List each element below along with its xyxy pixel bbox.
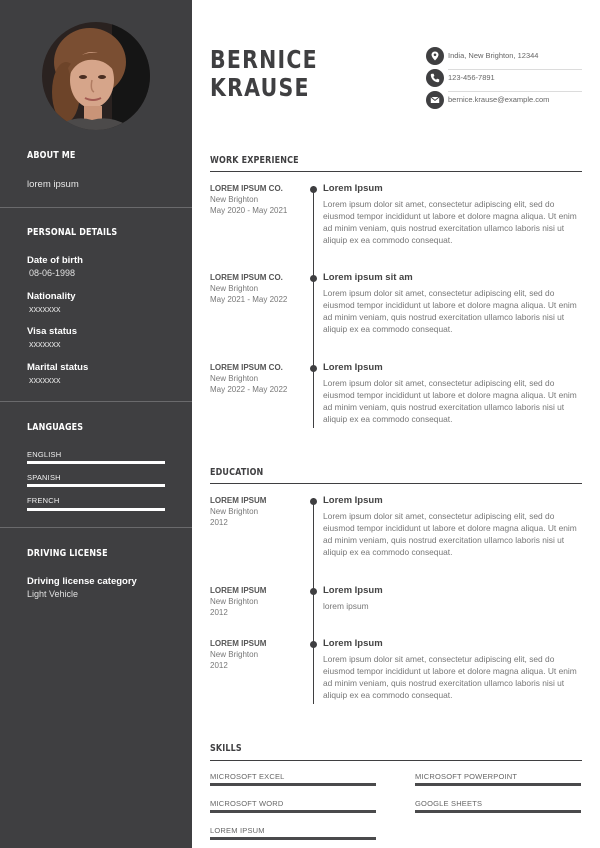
skill-name: MICROSOFT WORD <box>210 799 284 808</box>
timeline-dot <box>310 186 317 193</box>
marital-status-label: Marital status <box>27 362 89 373</box>
about-text: lorem ipsum <box>27 179 79 190</box>
language-name: SPANISH <box>27 473 61 482</box>
work-timeline-line <box>313 186 315 428</box>
school-year: 2012 <box>210 661 228 670</box>
work-location: New Brighton <box>210 374 259 383</box>
language-level-bar <box>27 461 165 464</box>
skill-level-bar <box>415 783 581 786</box>
envelope-icon <box>426 91 444 109</box>
visa-status-label: Visa status <box>27 326 77 337</box>
section-rule <box>210 760 582 761</box>
marital-status-value: xxxxxxx <box>29 375 61 385</box>
contact-email <box>426 91 582 111</box>
location-pin-icon <box>426 47 444 65</box>
education-heading: EDUCATION <box>210 467 264 478</box>
language-name: ENGLISH <box>27 450 62 459</box>
degree-title: Lorem Ipsum <box>323 638 383 649</box>
school-name: LOREM IPSUM <box>210 639 267 648</box>
timeline-dot <box>310 365 317 372</box>
email-text: bernice.krause@example.com <box>448 95 550 104</box>
school-location: New Brighton <box>210 597 259 606</box>
education-description: lorem ipsum <box>323 601 369 611</box>
language-name: FRENCH <box>27 496 60 505</box>
sidebar-divider <box>0 401 192 402</box>
timeline-dot <box>310 275 317 282</box>
school-year: 2012 <box>210 608 228 617</box>
driving-license-label: Driving license category <box>27 576 137 587</box>
education-timeline-line <box>313 498 315 704</box>
work-dates: May 2022 - May 2022 <box>210 385 288 394</box>
dob-label: Date of birth <box>27 255 83 266</box>
work-title: Lorem Ipsum <box>323 362 383 373</box>
school-location: New Brighton <box>210 650 259 659</box>
skill-level-bar <box>210 837 376 840</box>
phone-text: 123-456-7891 <box>448 73 495 82</box>
timeline-dot <box>310 588 317 595</box>
nationality-label: Nationality <box>27 291 76 302</box>
sidebar-divider <box>0 527 192 528</box>
personal-details-heading: PERSONAL DETAILS <box>27 227 118 238</box>
work-title: Lorem ipsum sit am <box>323 272 413 283</box>
skill-name: GOOGLE SHEETS <box>415 799 483 808</box>
work-company: LOREM IPSUM CO. <box>210 184 283 193</box>
contact-address <box>426 47 582 67</box>
school-location: New Brighton <box>210 507 259 516</box>
phone-icon <box>426 69 444 87</box>
skills-heading: SKILLS <box>210 743 242 754</box>
skill-level-bar <box>210 783 376 786</box>
degree-title: Lorem Ipsum <box>323 495 383 506</box>
language-level-bar <box>27 508 165 511</box>
language-level-bar <box>27 484 165 487</box>
driving-license-heading: DRIVING LICENSE <box>27 548 108 559</box>
portrait-image <box>42 22 150 130</box>
visa-status-value: xxxxxxx <box>29 339 61 349</box>
skill-level-bar <box>415 810 581 813</box>
sidebar-divider <box>0 207 192 208</box>
school-name: LOREM IPSUM <box>210 586 267 595</box>
skill-name: MICROSOFT POWERPOINT <box>415 772 518 781</box>
skill-name: MICROSOFT EXCEL <box>210 772 285 781</box>
work-experience-heading: WORK EXPERIENCE <box>210 155 299 166</box>
profile-photo <box>42 22 150 130</box>
school-name: LOREM IPSUM <box>210 496 267 505</box>
last-name: KRAUSE <box>210 73 310 102</box>
work-description: Lorem ipsum dolor sit amet, consectetur adipiscing elit, sed do eiusmod tempor incididunt ut labore et dolore magna aliqua. Ut enim ad minim veniam, quis nostrud exercitation ullamco laboris nisi ut aliquip ex ea commodo consequat. <box>323 378 577 424</box>
contact-phone <box>426 69 582 89</box>
work-title: Lorem Ipsum <box>323 183 383 194</box>
skill-level-bar <box>210 810 376 813</box>
work-description: Lorem ipsum dolor sit amet, consectetur adipiscing elit, sed do eiusmod tempor incididunt ut labore et dolore magna aliqua. Ut enim ad minim veniam, quis nostrud exercitation ullamco laboris nisi ut aliquip ex ea commodo consequat. <box>323 288 577 334</box>
section-rule <box>210 171 582 172</box>
work-location: New Brighton <box>210 195 259 204</box>
skill-name: LOREM IPSUM <box>210 826 265 835</box>
section-rule <box>210 483 582 484</box>
work-description: Lorem ipsum dolor sit amet, consectetur adipiscing elit, sed do eiusmod tempor incididunt ut labore et dolore magna aliqua. Ut enim ad minim veniam, quis nostrud exercitation ullamco laboris nisi ut aliquip ex ea commodo consequat. <box>323 199 577 245</box>
work-company: LOREM IPSUM CO. <box>210 273 283 282</box>
education-description: Lorem ipsum dolor sit amet, consectetur adipiscing elit, sed do eiusmod tempor incididunt ut labore et dolore magna aliqua. Ut enim ad minim veniam, quis nostrud exercitation ullamco laboris nisi ut aliquip ex ea commodo consequat. <box>323 654 577 700</box>
first-name: BERNICE <box>210 45 318 74</box>
degree-title: Lorem Ipsum <box>323 585 383 596</box>
work-company: LOREM IPSUM CO. <box>210 363 283 372</box>
timeline-dot <box>310 498 317 505</box>
timeline-dot <box>310 641 317 648</box>
nationality-value: xxxxxxx <box>29 304 61 314</box>
dob-value: 08-06-1998 <box>29 268 76 278</box>
education-description: Lorem ipsum dolor sit amet, consectetur adipiscing elit, sed do eiusmod tempor incididunt ut labore et dolore magna aliqua. Ut enim ad minim veniam, quis nostrud exercitation ullamco laboris nisi ut aliquip ex ea commodo consequat. <box>323 511 577 557</box>
driving-license-value: Light Vehicle <box>27 589 79 599</box>
sidebar <box>0 0 192 848</box>
work-dates: May 2020 - May 2021 <box>210 206 288 215</box>
languages-heading: LANGUAGES <box>27 422 84 433</box>
school-year: 2012 <box>210 518 228 527</box>
work-location: New Brighton <box>210 284 259 293</box>
address-text: India, New Brighton, 12344 <box>448 51 539 60</box>
about-heading: ABOUT ME <box>27 150 76 161</box>
work-dates: May 2021 - May 2022 <box>210 295 288 304</box>
candidate-name <box>210 46 318 102</box>
